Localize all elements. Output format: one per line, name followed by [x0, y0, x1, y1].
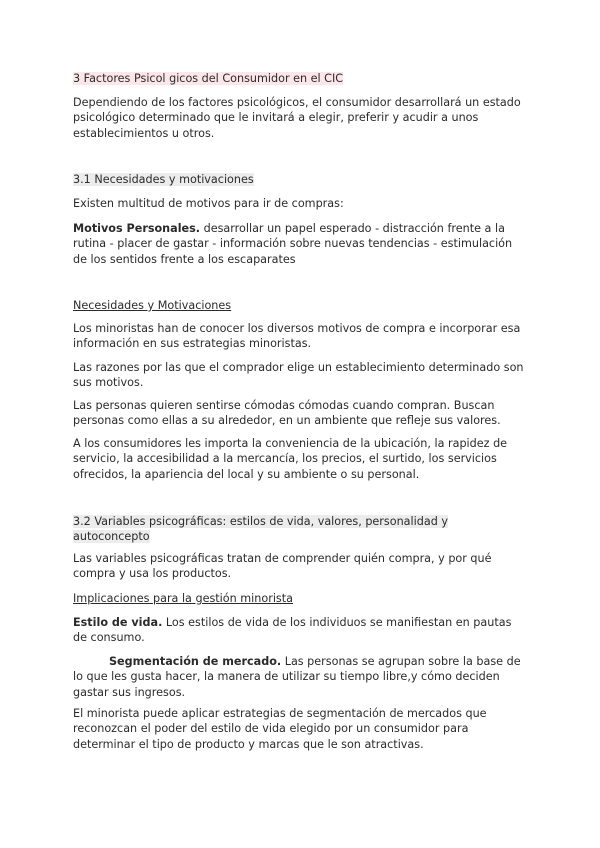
- estilo-text: Los estilos de vida de los individuos se manifiestan en pautas de consumo.: [73, 616, 512, 645]
- consumidores-paragraph: A los consumidores les importa la conveniencia de la ubicación, la rapidez de servicio, la accesibilidad a la mercancía, los precios, el surtido, los servicios ofrecidos, la apariencia del local y su ambiente o su personal.: [73, 437, 508, 481]
- estilo-label: Estilo de vida.: [73, 616, 163, 629]
- subheading-necesidades: [73, 298, 528, 313]
- motivos-text: desarrollar un papel esperado - distracción frente a la rutina - placer de gastar - información sobre nuevas tendencias - estimulación de los sentidos frente a los escaparates: [73, 222, 513, 266]
- motivos-label: Motivos Personales.: [73, 222, 201, 235]
- section-heading-3-2: [73, 514, 528, 545]
- motivos-paragraph: [73, 221, 528, 267]
- heading-text: 3.1 Necesidades y motivaciones: [73, 173, 254, 186]
- subheading-implicaciones: [73, 591, 528, 606]
- razones-paragraph: Las razones por las que el comprador elige un establecimiento determinado son sus motivos.: [73, 361, 524, 390]
- heading-text: 3.2 Variables psicográficas: estilos de vida, valores, personalidad y autoconcepto: [73, 515, 448, 544]
- personas-paragraph: Las personas quieren sentirse cómodas cómodas cuando compran. Buscan personas como ellas a su alrededor, en un ambiente que refleje sus valores.: [73, 399, 501, 428]
- subheading-text: Implicaciones para la gestión minorista: [73, 592, 293, 605]
- segmentacion-label: Segmentación de mercado.: [109, 655, 282, 668]
- variables-paragraph: Las variables psicográficas tratan de comprender quién compra, y por qué compra y usa los productos.: [73, 552, 492, 581]
- estilo-paragraph: [73, 615, 528, 646]
- segmentacion-text: Las personas se agrupan sobre la base de lo que les gusta hacer, la manera de utilizar su tiempo libre,y cómo deciden gastar sus ingresos.: [73, 655, 521, 699]
- intro-paragraph: Dependiendo de los factores psicológicos, el consumidor desarrollará un estado psicológico determinado que le invitará a elegir, preferir y acudir a unos establecimientos u otros.: [73, 96, 521, 140]
- section-heading-3-1: [73, 172, 528, 187]
- minorista-final-paragraph: El minorista puede aplicar estrategias de segmentación de mercados que reconozcan el poder del estilo de vida elegido por un consumidor para determinar el tipo de producto y marcas que le son atractivas.: [73, 707, 487, 751]
- heading-text: 3 Factores Psicol gicos del Consumidor en el CIC: [73, 72, 344, 85]
- minoristas-paragraph: Los minoristas han de conocer los diversos motivos de compra e incorporar esa información en sus estrategias minoristas.: [73, 322, 521, 351]
- section-heading-3: [73, 71, 528, 86]
- segmentacion-paragraph: [73, 654, 528, 700]
- multitud-paragraph: Existen multitud de motivos para ir de compras:: [73, 197, 344, 210]
- subheading-text: Necesidades y Motivaciones: [73, 299, 232, 312]
